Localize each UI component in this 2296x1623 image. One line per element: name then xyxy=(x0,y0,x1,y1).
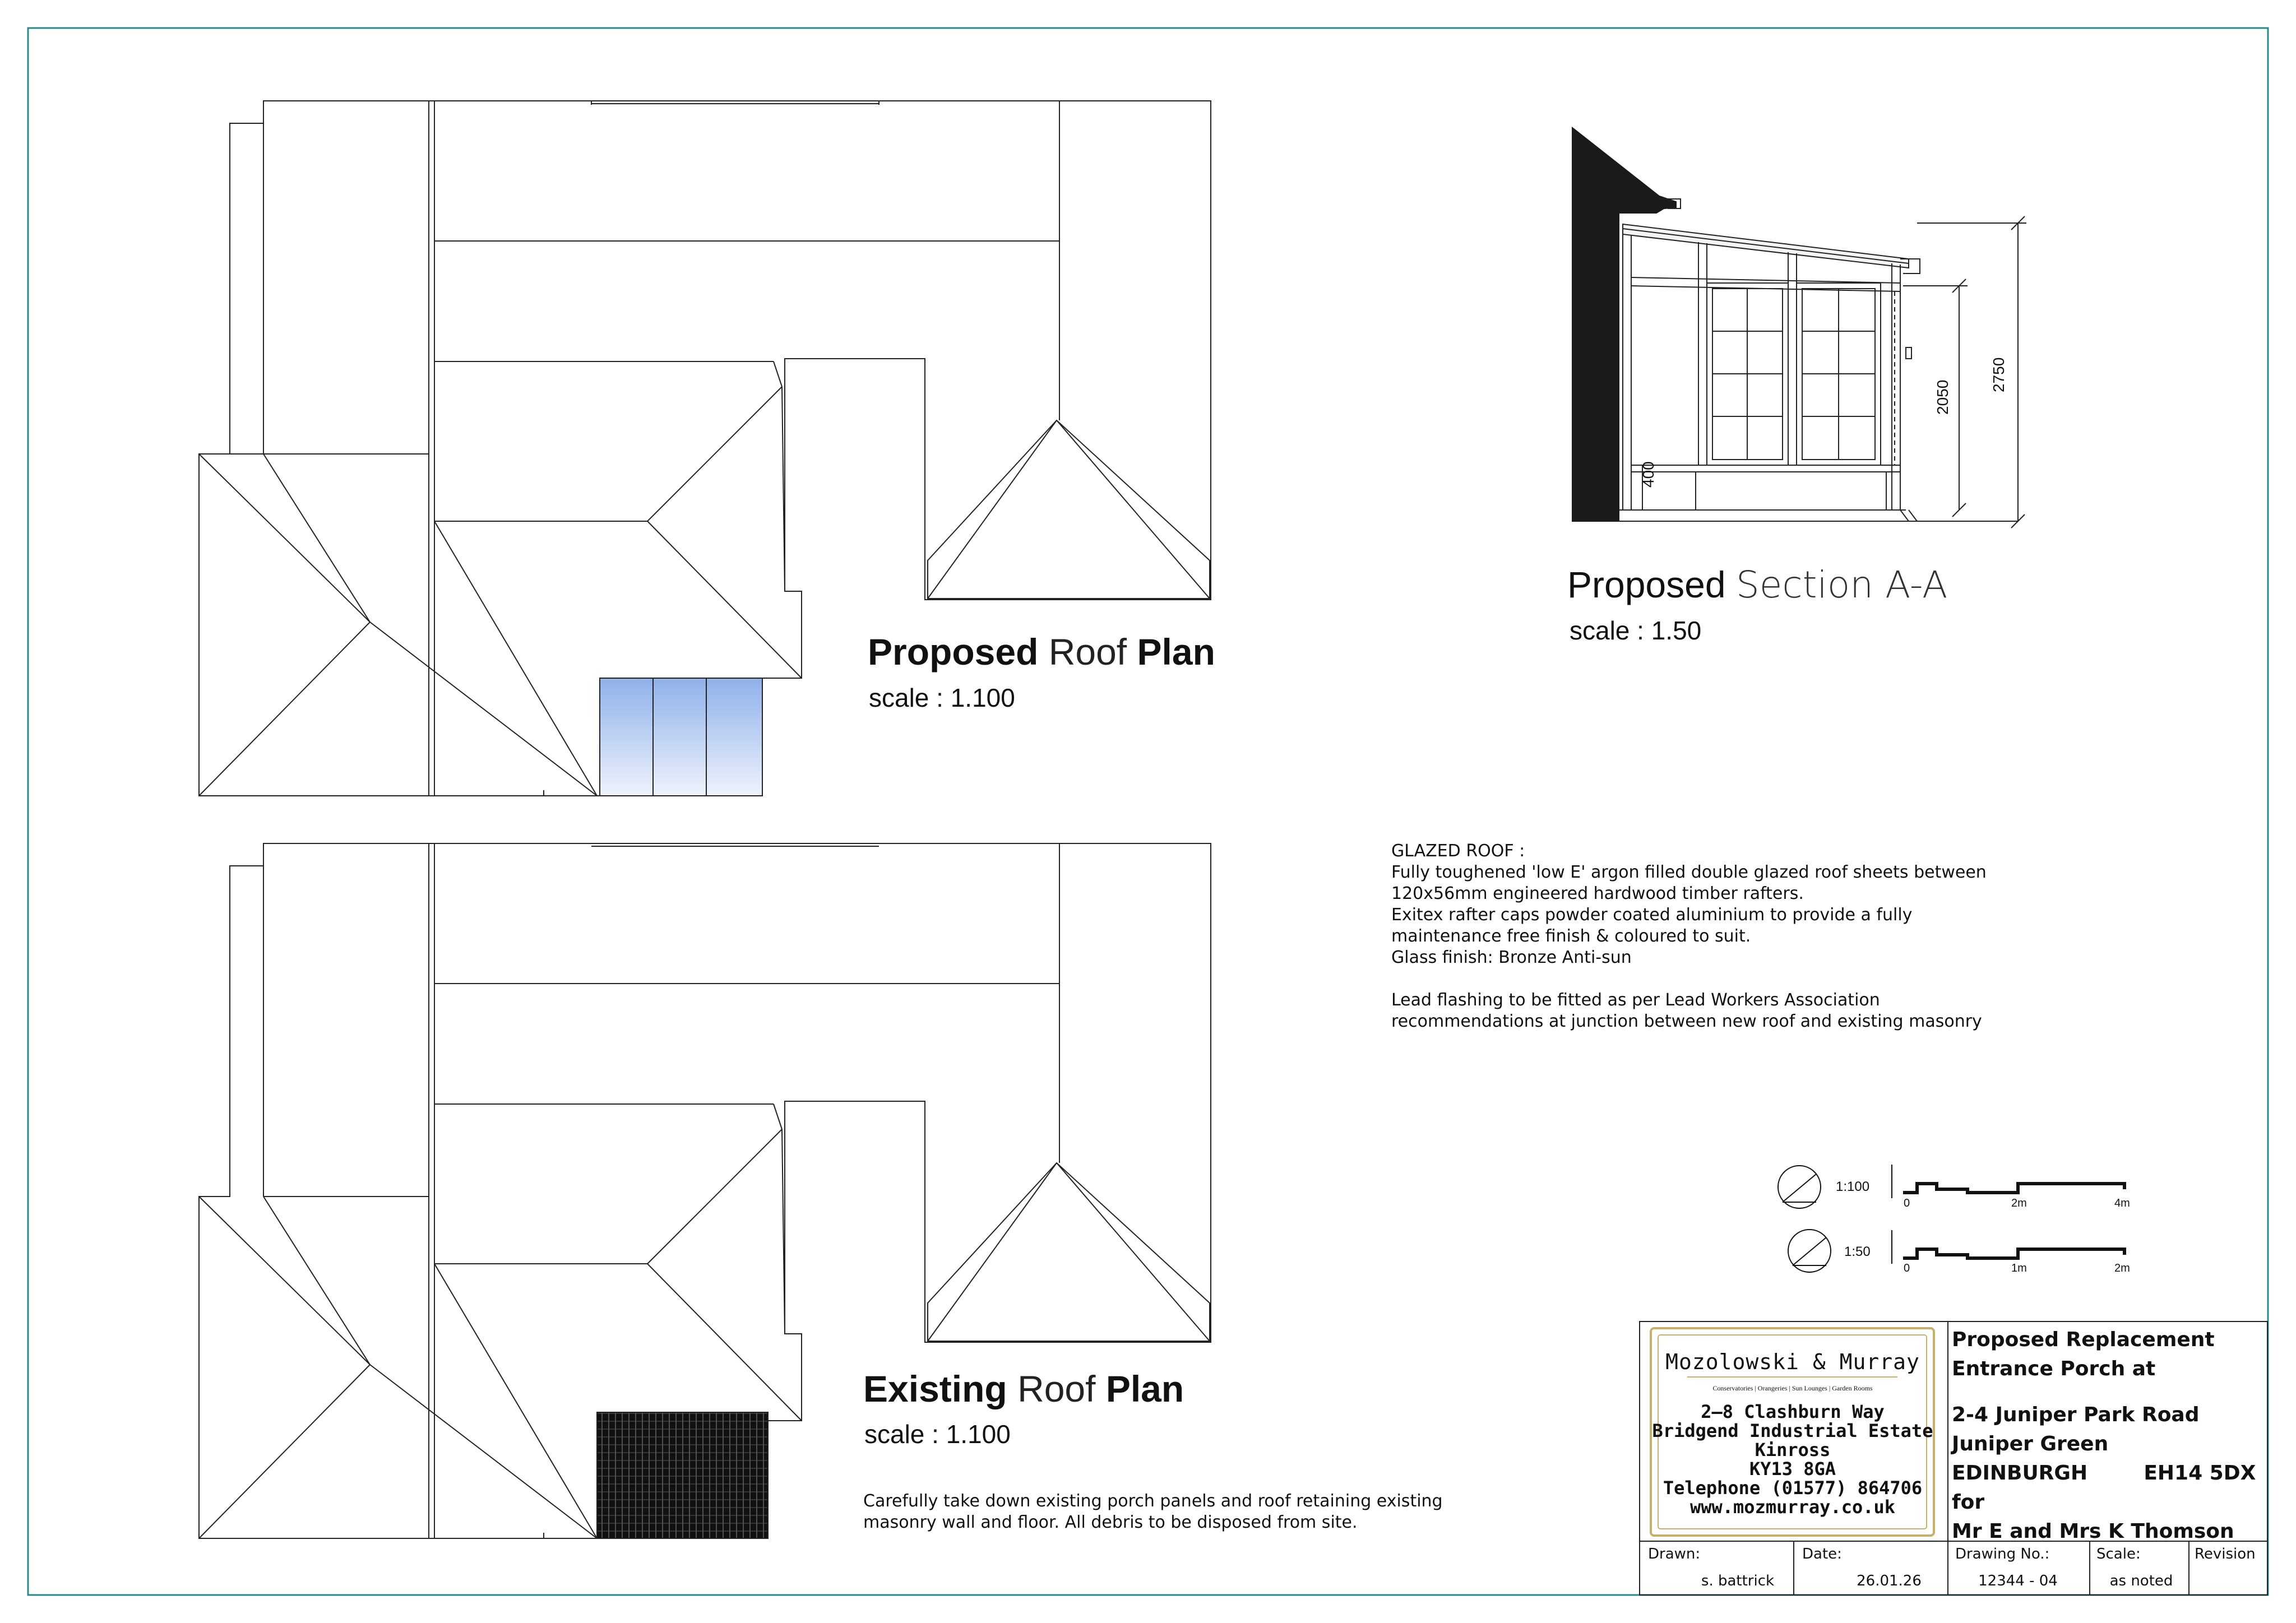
title-bold-2: Plan xyxy=(1105,1368,1184,1409)
project-description xyxy=(1952,1325,2256,1546)
drawing-number-label: Drawing No.: xyxy=(1955,1546,2050,1562)
project-line xyxy=(1952,1384,2256,1401)
drawn-label: Drawn: xyxy=(1648,1546,1701,1562)
project-line: Proposed Replacement xyxy=(1952,1328,2215,1351)
existing-roof-plan-scale: scale : 1.100 xyxy=(864,1420,1011,1449)
company-logo-text: Mozolowski & Murray xyxy=(1665,1350,1920,1374)
project-line: for xyxy=(1952,1491,1985,1514)
dimension-2750: 2750 xyxy=(1990,357,2007,392)
existing-roof-plan-title xyxy=(863,1367,1184,1410)
dimension-2050: 2050 xyxy=(1934,379,1951,415)
title-light: Roof xyxy=(1017,1368,1096,1409)
date-value: 26.01.26 xyxy=(1857,1573,1922,1589)
existing-roof-plan-drawing xyxy=(199,843,1211,1538)
title-bold-2: Plan xyxy=(1137,631,1215,673)
project-line: EDINBURGH EH14 5DX xyxy=(1952,1462,2256,1485)
project-line: Entrance Porch at xyxy=(1952,1357,2156,1380)
company-address: 2—8 Clashburn Way Bridgend Industrial Estate Kinross KY13 8GA Telephone (01577) 864706 www.mozmurray.co.uk xyxy=(1652,1401,1933,1518)
section-a-a-title xyxy=(1567,563,1947,606)
proposed-roof-plan-scale: scale : 1.100 xyxy=(869,683,1015,712)
section-a-a-scale: scale : 1.50 xyxy=(1570,616,1702,645)
project-line: Mr E and Mrs K Thomson xyxy=(1952,1520,2234,1543)
dimension-400: 400 xyxy=(1640,461,1657,488)
scale-bar-2-ratio: 1:50 xyxy=(1844,1244,1871,1259)
revision-label: Revision xyxy=(2195,1546,2256,1562)
proposed-roof-plan-drawing xyxy=(199,101,1211,796)
title-bold: Existing xyxy=(863,1368,1007,1409)
scale-bar-2-tick-1: 1m xyxy=(2011,1262,2027,1274)
company-tagline: Conservatories | Orangeries | Sun Lounges | Garden Rooms xyxy=(1712,1384,1873,1392)
title-light: Section A-A xyxy=(1735,563,1948,606)
project-line: 2-4 Juniper Park Road xyxy=(1952,1403,2200,1426)
scale-bar-graphics xyxy=(1778,1165,2124,1272)
date-label: Date: xyxy=(1802,1546,1842,1562)
proposed-roof-plan-title xyxy=(868,630,1215,673)
scale-bar-1-tick-0: 0 xyxy=(1904,1197,1910,1209)
title-bold: Proposed xyxy=(868,631,1039,673)
title-light: Roof xyxy=(1048,631,1127,673)
existing-demolition-note: Carefully take down existing porch panels and roof retaining existing masonry wall and floor. All debris to be disposed from site. xyxy=(863,1491,1443,1532)
scale-bar-1-tick-1: 2m xyxy=(2011,1197,2027,1209)
scale-bar-2-tick-0: 0 xyxy=(1904,1262,1910,1274)
drawn-value: s. battrick xyxy=(1701,1573,1775,1589)
scale-label: Scale: xyxy=(2096,1546,2141,1562)
project-line: Juniper Green xyxy=(1952,1432,2109,1455)
glazed-roof-notes: GLAZED ROOF : Fully toughened 'low E' argon filled double glazed roof sheets between 120x56mm engineered hardwood timber rafters. Exitex rafter caps powder coated aluminium to provide a fully maintenance free finish & coloured to suit. Glass finish: Bronze Anti-sun Lead flashing to be fitted as per Lead Workers Association recommendations at junction between new roof and existing masonry xyxy=(1391,841,1987,1031)
scale-bar-1-ratio: 1:100 xyxy=(1836,1179,1870,1194)
scale-value: as noted xyxy=(2109,1573,2173,1589)
scale-bar-1-tick-2: 4m xyxy=(2114,1197,2130,1209)
title-bold: Proposed xyxy=(1567,564,1726,605)
drawing-number-value: 12344 - 04 xyxy=(1978,1573,2058,1589)
scale-bar-2-tick-2: 2m xyxy=(2114,1262,2130,1274)
